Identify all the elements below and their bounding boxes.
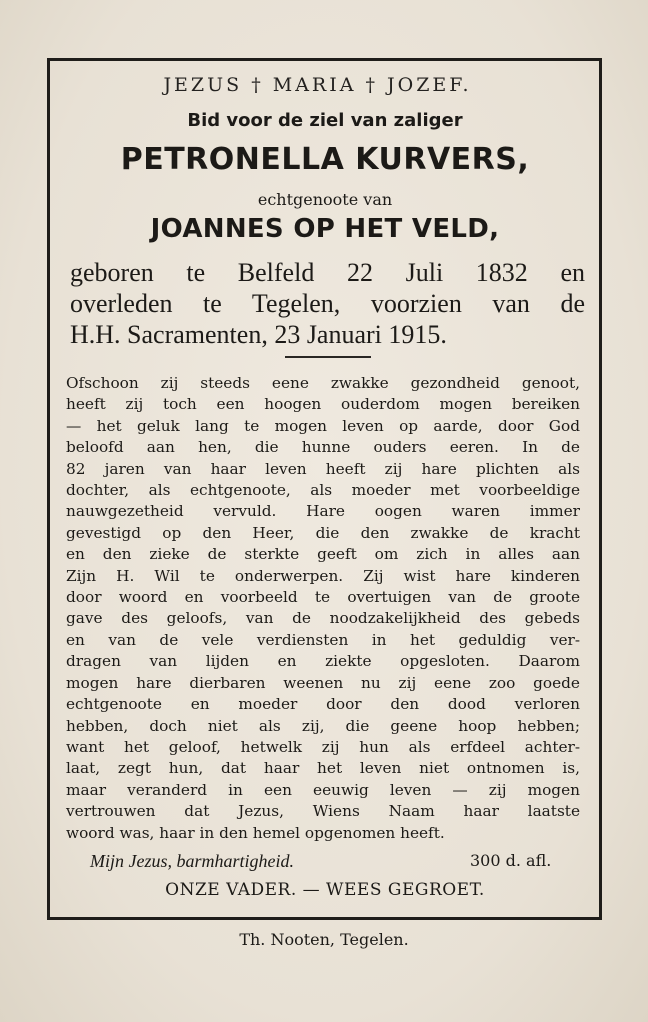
eulogy-line: nauwgezetheid vervuld. Hare oogen waren immer [66, 502, 580, 521]
bio-line: geboren te Belfeld 22 Juli 1832 en [70, 258, 585, 287]
mercy-invocation: Mijn Jezus, barmhartigheid. [90, 851, 294, 871]
eulogy-line: gevestigd op den Heer, die den zwakke de kracht [66, 523, 580, 542]
eulogy-line: want het geloof, hetwelk zij hun als erfdeel achter- [66, 737, 580, 756]
eulogy-text [66, 373, 580, 844]
eulogy-line: vertrouwen dat Jezus, Wiens Naam haar laatste [66, 802, 580, 821]
bio-line: H.H. Sacramenten, 23 Januari 1915. [70, 320, 447, 349]
bio-line: overleden te Tegelen, voorzien van de [70, 289, 585, 318]
prayer-request: Bid voor de ziel van zaliger [187, 110, 463, 131]
spouse-name: JOANNES OP HET VELD, [150, 214, 500, 244]
eulogy-line: Zijn H. Wil te onderwerpen. Zij wist hare kinderen [66, 566, 580, 585]
eulogy-line: echtgenoote en moeder door den dood verloren [66, 695, 580, 714]
eulogy-line: Ofschoon zij steeds eene zwakke gezondheid genoot, [66, 374, 580, 392]
eulogy-line: maar veranderd in een eeuwig leven — zij mogen [66, 780, 580, 799]
birth-death-details [70, 257, 585, 350]
holy-family-invocation: JEZUS † MARIA † JOZEF. [163, 74, 472, 96]
eulogy-line: door woord en voorbeeld te overtuigen van de groote [66, 588, 580, 607]
deceased-name: PETRONELLA KURVERS, [120, 142, 530, 177]
eulogy-line: mogen hare dierbaren weenen nu zij eene zoo goede [66, 673, 580, 692]
eulogy-line: en van de vele verdiensten in het geduldig ver- [66, 630, 580, 649]
eulogy-line: hebben, doch niet als zij, die geene hoop hebben; [66, 716, 580, 735]
printer-credit: Th. Nooten, Tegelen. [239, 930, 409, 949]
eulogy-line: heeft zij toch een hoogen ouderdom mogen bereiken [66, 395, 580, 414]
indulgence-note: 300 d. afl. [470, 851, 552, 870]
closing-prayers: ONZE VADER. — WEES GEGROET. [165, 880, 485, 900]
spouse-label: echtgenoote van [257, 190, 393, 209]
eulogy-line: — het geluk lang te mogen leven op aarde, door God [66, 416, 580, 435]
eulogy-line: beloofd aan hen, die hunne ouders eeren. In de [66, 438, 580, 457]
eulogy-line: woord was, haar in den hemel opgenomen heeft. [66, 823, 445, 842]
divider [285, 356, 371, 358]
eulogy-line: 82 jaren van haar leven heeft zij hare plichten als [66, 459, 580, 478]
eulogy-line: laat, zegt hun, dat haar het leven niet ontnomen is, [66, 759, 580, 778]
eulogy-line: dragen van lijden en ziekte opgesloten. Daarom [66, 652, 580, 671]
eulogy-line: dochter, als echtgenoote, als moeder met voorbeeldige [66, 481, 580, 500]
eulogy-line: en den zieke de sterkte geeft om zich in alles aan [66, 545, 580, 564]
eulogy-line: gave des geloofs, van de noodzakelijkheid des gebeds [66, 609, 580, 628]
